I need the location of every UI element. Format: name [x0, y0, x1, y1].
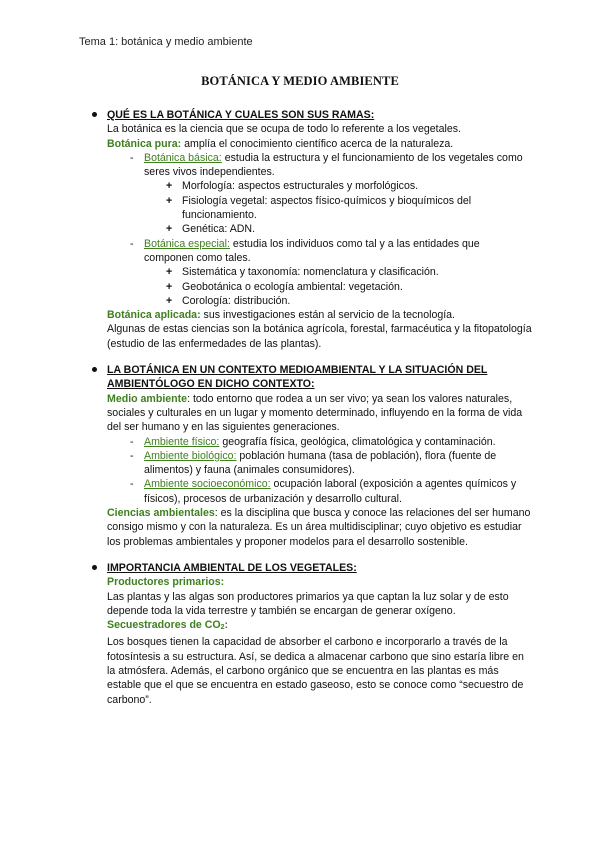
bullet-icon — [92, 367, 97, 372]
list-item — [130, 477, 532, 506]
list-text: Morfología: aspectos estructurales y morfológicos. — [182, 180, 419, 193]
paragraph: Los bosques tienen la capacidad de absorber el carbono e incorporarlo a través de la fotosíntesis a su estructura. Así, se dedica a almacenar carbono que sino estaría libre en la atmósfera. Además, el carbono orgánico que se encuentra en las plantas es más estable que el que se encuentra en estado gaseoso, esto se conoce como “secuestro de carbono”. — [107, 636, 524, 706]
list-text: Corología: distribución. — [182, 294, 291, 307]
plus-icon: + — [166, 194, 173, 207]
list-item — [130, 435, 532, 449]
term-label: Botánica pura: — [107, 137, 182, 150]
term-colon: : — [224, 619, 229, 632]
dash-icon: - — [130, 449, 134, 462]
paragraph — [107, 506, 532, 549]
paragraph — [107, 392, 532, 435]
paragraph — [107, 137, 532, 151]
dash-icon: - — [130, 237, 134, 250]
list-item — [130, 237, 532, 266]
term-text: población humana (tasa de población), flora (fuente de alimentos) y fauna (animales consumidores). — [144, 449, 497, 477]
list-text: Sistemática y taxonomía: nomenclatura y clasificación. — [182, 266, 439, 279]
document-title: BOTÁNICA Y MEDIO AMBIENTE — [201, 74, 399, 88]
term-text: amplía el conocimiento científico acerca de la naturaleza. — [181, 137, 454, 150]
list-text: Geobotánica o ecología ambiental: vegetación. — [182, 280, 403, 293]
term-label: Medio ambiente — [107, 392, 188, 405]
plus-icon: + — [166, 280, 173, 293]
plus-icon: + — [166, 180, 173, 193]
list-text: Fisiología vegetal: aspectos físico-químicos y bioquímicos del funcionamiento. — [182, 194, 472, 222]
term-text: sus investigaciones están al servicio de la tecnología. — [200, 309, 456, 322]
list-item — [166, 194, 532, 223]
term-text: estudia los individuos como tal y a las entidades que componen como tales. — [144, 237, 480, 264]
term-label: Ciencias ambientales — [107, 507, 215, 520]
plus-icon: + — [166, 266, 173, 279]
term-text: estudia la estructura y el funcionamiento de los vegetales como seres vivos independientes. — [144, 151, 523, 179]
section-heading: QUÉ ES LA BOTÁNICA Y CUALES SON SUS RAMAS: — [107, 109, 375, 121]
term-label: Botánica aplicada: — [107, 309, 201, 322]
subscript: 2 — [220, 624, 225, 632]
paragraph: Las plantas y las algas son productores primarios ya que captan la luz solar y de esto depende toda la vida terrestre y también se encargan de generar oxígeno. — [107, 590, 509, 617]
section-importancia — [92, 561, 532, 707]
paragraph — [107, 308, 532, 322]
term-link[interactable]: Botánica especial: — [144, 237, 230, 250]
list-text: Genética: ADN. — [182, 223, 256, 236]
term-text: : es la disciplina que busca y conoce las relaciones del ser humano consigo mismo y con la naturaleza. Es un área multidisciplinar; cuyo objetivo es estudiar los problemas ambientales y proponer modelos para el desarrollo sostenible. — [107, 507, 531, 548]
term-label-text: Secuestradores de CO — [107, 619, 221, 632]
term-text: geografía física, geológica, climatológica y contaminación. — [219, 435, 496, 448]
paragraph: La botánica es la ciencia que se ocupa de todo lo referente a los vegetales. — [107, 123, 461, 136]
list-item — [166, 179, 532, 193]
term-label — [107, 618, 532, 635]
bullet-icon — [92, 565, 97, 570]
list-item — [130, 151, 532, 180]
dash-icon: - — [130, 478, 134, 491]
plus-icon: + — [166, 223, 173, 236]
term-link[interactable]: Ambiente socioeconómico: — [144, 478, 271, 491]
term-text: ocupación laboral (exposición a agentes químicos y físicos), procesos de urbanización y desarrollo cultural. — [144, 478, 517, 505]
document-body — [92, 108, 532, 707]
list-item — [130, 449, 532, 478]
page-header: Tema 1: botánica y medio ambiente — [79, 36, 253, 48]
bullet-icon — [92, 112, 97, 117]
section-heading: LA BOTÁNICA EN UN CONTEXTO MEDIOAMBIENTAL Y LA SITUACIÓN DEL AMBIENTÓLOGO EN DICHO CONTEXTO: — [107, 364, 488, 391]
dash-icon: - — [130, 435, 134, 448]
term-link[interactable]: Ambiente biológico: — [144, 449, 237, 462]
section-heading: IMPORTANCIA AMBIENTAL DE LOS VEGETALES: — [107, 561, 357, 574]
section-contexto — [92, 363, 532, 549]
term-link[interactable]: Botánica básica: — [144, 151, 222, 164]
term-label: Productores primarios: — [107, 576, 225, 589]
plus-icon: + — [166, 294, 173, 307]
list-item — [166, 222, 532, 236]
list-item — [166, 280, 532, 294]
dash-icon: - — [130, 151, 134, 164]
list-item — [166, 265, 532, 279]
section-ramas — [92, 108, 532, 351]
term-link[interactable]: Ambiente físico: — [144, 435, 220, 448]
list-item — [166, 294, 532, 308]
paragraph: Algunas de estas ciencias son la botánica agrícola, forestal, farmacéutica y la fitopatología (estudio de las enfermedades de las plantas). — [107, 323, 532, 350]
term-text: : todo entorno que rodea a un ser vivo; ya sean los valores naturales, sociales y culturales en un lugar y momento determinado, influyendo en la forma de vida del ser humano y en las siguientes generaciones. — [107, 392, 523, 434]
